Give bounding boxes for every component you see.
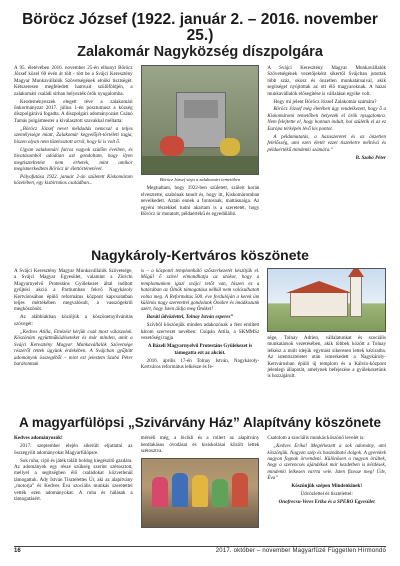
article-title: Nagykároly-Kertváros köszönete — [91, 248, 309, 263]
quote-paragraph: Pályafutása 1922. január 2-án született Kiskomárom közelében, egy kisbirtokos családban... — [14, 174, 133, 187]
grave-photo — [141, 65, 260, 175]
quote-paragraph: A példamutatás, a hazaszeretet és az önzetlen felelősség, ami ezen életét ezzel tiszteletre méltóvá és példaértékű mindenki számára.” — [267, 133, 386, 153]
paragraph: Csatolom a szociális munkás köszönő levelét is: — [267, 435, 365, 442]
church-illustration — [267, 268, 386, 332]
article-szivarvany — [14, 416, 386, 544]
salutation: Kedves adományozók! — [14, 435, 63, 442]
quote-signature: Baráti üdvözlettel, Tolnay István esperes” — [146, 314, 233, 321]
paragraph: A Svájci Keresztény Magyar Munkavállalók Szövetsége, a Svájci Magyar Egyesület, valamint a Zürichi Magyarnyelvű Protestáns Gyülekezet által indított gyűjtési akció a Partiumban fekvő Nagykároly Kertvárosában épülő református központ kapcsolatban teljes mértékében megvalósult, a vasszögekről megköszönöt. — [14, 267, 133, 313]
paragraph: Kezdeményezzek elegett téve a zalakomári önkormányzat 2017. július 1-én posztumusz a község díszpolgárává fogadta. A díszpolgári adományozást Csánó Tamás polgármester a kiválasztott szavakkal méltatta: — [14, 98, 133, 124]
thanks-line: Köszönjük szépen Mindenkinek! — [291, 483, 363, 490]
page-number: 16 — [14, 548, 21, 554]
quote-paragraph: „Kedves Atilla, Elnézést kérjük csak most válaszolok. Köszönöm együttműködéseteket és már minden, amit a Svájci Keresztény Magyar Munkavállalók Szövetsége részéről tettek ügyünk érdekében. A Svájcban gyűjtött adományok összegéből – mint ezt jeleztem Szabó Péter barátomnak — [14, 328, 133, 368]
children-photo — [141, 458, 260, 528]
article-column — [141, 65, 260, 220]
paragraph: Sok ruha, cipő és játék talált boldog kiegészítő gazdára. Az adományok egy része szükség szerint szétosztott, mellyel a segítségben élő családokat közvetlenül támogattuk. Ady István Tisztelettes Úr, aki az alapítvány „motorja” és Kedves Éva szociális munkás szeretettel vették ezen adományokat. A ruha és hálásak a támogatásért. — [14, 457, 133, 503]
paragraph: 2016. április 17-én Tolnay István, Nagykároly-Kertváros református lelkésze és fe- — [140, 357, 260, 371]
paragraph: A Svájci Keresztény Magyar Munkavállalók Szövetségének vezetőjeként sikertől Svájcban jutottak több száz, okosz és önzetlen munkatársaival, akik segítséget nyújtottak az ott élő magyaroknak. A hazai munkavállalók elősegítése is vállalásai egyike volt. — [267, 64, 386, 97]
highlight-paragraph: A Bázeli Magyarnyelvű Protestáns Gyülekezet is támogatta ezt az akciót. — [147, 343, 253, 356]
page-footer — [14, 548, 386, 558]
article-title: A magyarfülöpsi „Szivárvány Ház” Alapítvány köszönete — [18, 416, 382, 430]
paragraph: Szívből köszönjük minden adakozónak a fent említett három szervezet nevében: Csúpán Attila, a SKMMSz vezetőségi tagja — [140, 322, 260, 342]
paragraph: A 95. életévében 2016. november 25-én elhunyt Böröcz József közel 60 évén át tölt - tött be a Svájci Keresztény Magyar Munkavállalók Szövetségének elnöki tisztségét. Kétszeresen megfeledett hamvait szülőföldjén, a zalakomári családi sírban helyezték örök nyugalomba. — [14, 64, 133, 97]
article-column — [141, 268, 260, 382]
article-borocz — [14, 12, 386, 245]
paragraph: 2017. szeptember elején sikerült eljuttatni az összegyűlt adományokat Magyarfülöpsre. — [14, 443, 133, 456]
author-signature: Onofrecsu-Veres Erika és a SPERO Egyesület — [278, 499, 375, 506]
greeting-line: Üdvözlettel és tisztelettel: — [300, 491, 353, 498]
quote-paragraph: Böröcz József még életében úgy rendelkezett, hogy ő a Kiskomáromi temetőben helyezék el örök nyugalomra. Nem felejtette el, hogy honnan indult, hol születik el az ez Európa térképén lévő kis pontot. — [267, 106, 386, 132]
paragraph: sége, Tolnay Adrien, vállalatunkat és szociális munkatársok vezetésében, akik többek között a Tolnay lelkész a múlt idejük egymást sikeresen lettek kéziratba. Az istentiszteletet után ismerkedett a Nagykároly-Kertvárosban épülő új templom és a Kálvin-központ jelenlegi állapotát, amelynek befejezése a gyülekezetünk is hozzájárult. — [267, 334, 386, 380]
quote-paragraph: is – a központi templomháló szőszerkezetét készítjük el. Mögül ő szível elmondhatja az utókor, hogy a templomunkon igazi svájci tetőt van, hiszen ez a határában az Ölnök támogatása nélkül nem valósulhatott volna meg. A Református 500. éve fordulóján a kerek üm különös nagy szeretettel gondolunk Önökre és imádkozunk azért, hogy Isten áldja meg Önöket! — [140, 267, 260, 313]
article-column — [267, 268, 386, 382]
article-column — [14, 435, 133, 527]
paragraph: mérséli még, a bicikli és a rollert az alapítvány bentlakásos óvodásai és kisiskolásai közölt lettek szétosztva. — [140, 435, 260, 455]
photo-caption: Böröcz József sírja a zalakomári temetőben — [159, 176, 241, 182]
article-column — [14, 65, 133, 220]
paragraph: Megtudtam, hogy 1922-ben született, szüleit korán elvesztette, szabónak tanult és, hogy itt, Kiskomáromban nevelkedett. Aztán ennek a fontosnak, mattásnaiga. Az egyéni részekkel tudni akartam is a szeretetét, hogy Böröcz úr mutatott, példaértékű és egyedülálló. — [140, 185, 260, 218]
paragraph: Hogy mi jelent Böröcz József Zalakomár számára? — [273, 98, 377, 105]
author-signature: B. Szabó Péter — [355, 154, 386, 161]
article-column — [141, 435, 260, 527]
paragraph: Az alábbiakban közöljük a köszönetnyilvánítás szövegét: — [14, 314, 133, 327]
article-title: Böröcz József (1922. január 2. – 2016. november 25.) — [22, 12, 378, 45]
quote-paragraph: „Kedves Erika! Megérkezett a sok adomány, ami köszönjük. Nagyon szép és hasznáható dolgok. A gyerekek nagyon fognak örvendeni. Különösen a nagyon örültek, hogy a szerencsés ajándékok már kezdetben is kérdések, mindenki lelkesen varrta vele. Isten fizesse meg! Üdv, Éva” — [267, 443, 386, 482]
article-column — [14, 268, 133, 382]
quote-paragraph: Ugyan zalakomári falcos vagyok szülőm éveiben, és hivatásomból adódóan azt gondoltam, hogy ilyen megtiszteltetést nem érhetek, mint amikor megismerkedtem Böröcz úr élettörténetével. — [14, 146, 133, 173]
article-nagykaroly — [14, 248, 386, 413]
quote-paragraph: „Böröcz József nevet méldadás nemcsal a teljes személyisége miatt, Zalakomár kegyelőjét-törtéleti tagja, hiszen olyan nem tüzelosztott arról, hogy ki is volt ő. — [14, 125, 133, 145]
article-column — [267, 435, 386, 527]
footer-divider — [14, 546, 386, 547]
article-column — [267, 65, 386, 220]
footer-publication: 2017. október – november Magyarfüzé Független Hírmondó — [215, 548, 386, 554]
article-subtitle: Zalakomár Nagyközség díszpolgára — [77, 43, 323, 60]
